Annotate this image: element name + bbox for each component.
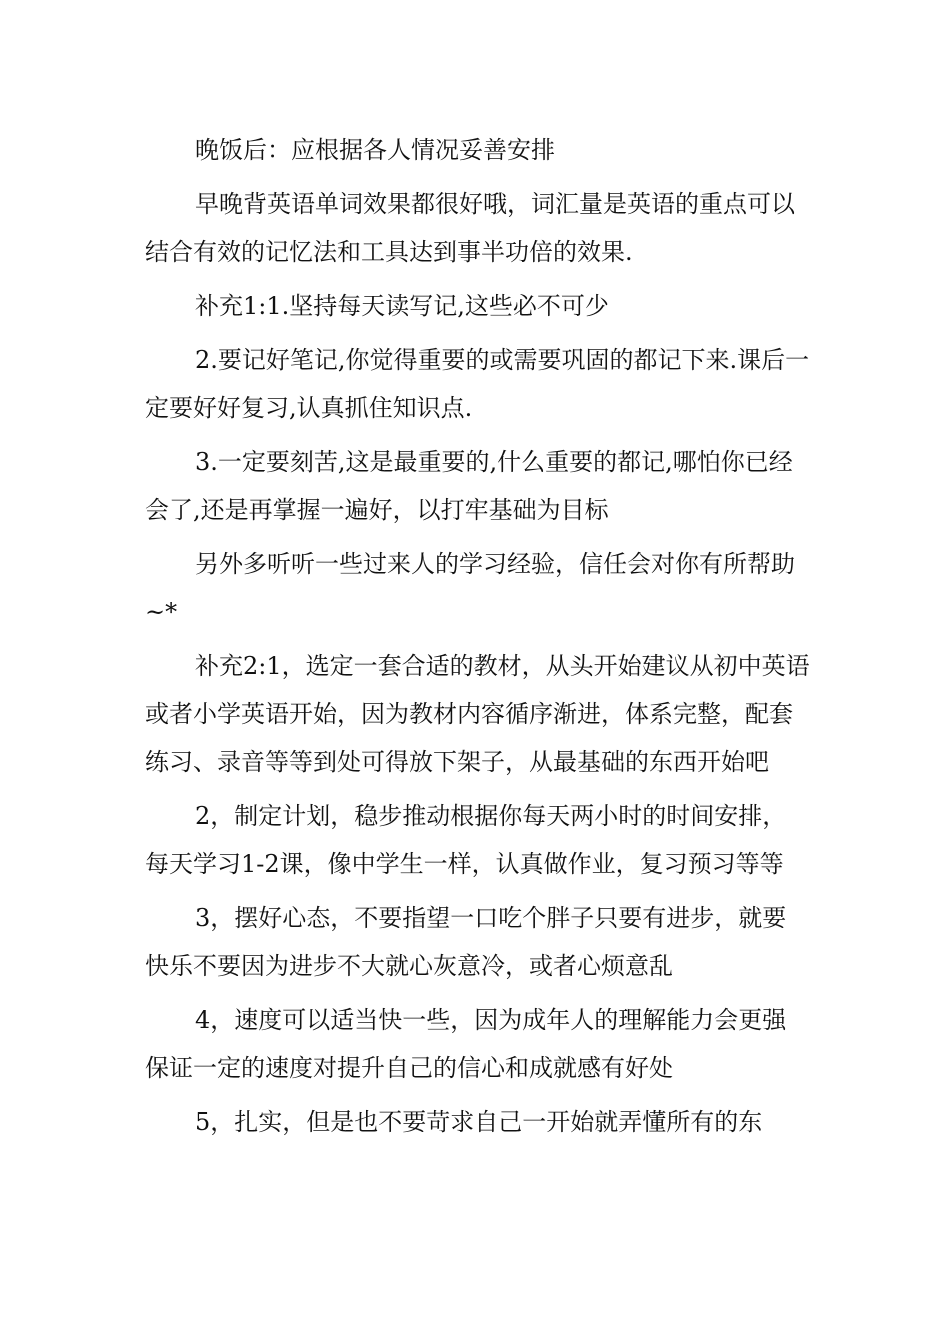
document-body <box>145 126 810 1152</box>
paragraph-supplement-1-item-3: 3.一定要刻苦,这是最重要的,什么重要的都记,哪怕你已经会了,还是再掌握一遍好，以打牢基础为目标 <box>145 448 793 524</box>
paragraph-experience-advice: 另外多听听一些过来人的学习经验，信任会对你有所帮助~* <box>145 550 795 626</box>
paragraph-supplement-2-item-2: 2，制定计划，稳步推动根据你每天两小时的时间安排，每天学习1-2课，像中学生一样，认真做作业，复习预习等等 <box>145 802 787 878</box>
paragraph-supplement-2-item-1: 补充2:1，选定一套合适的教材，从头开始建议从初中英语或者小学英语开始，因为教材内容循序渐进，体系完整，配套练习、录音等等到处可得放下架子，从最基础的东西开始吧 <box>145 652 810 776</box>
paragraph-evening-plan: 晚饭后：应根据各人情况妥善安排 <box>195 136 555 164</box>
paragraph-vocabulary-tip: 早晚背英语单词效果都很好哦，词汇量是英语的重点可以结合有效的记忆法和工具达到事半功倍的效果. <box>145 190 795 266</box>
paragraph-supplement-1-item-2: 2.要记好笔记,你觉得重要的或需要巩固的都记下来.课后一定要好好复习,认真抓住知识点. <box>145 346 810 422</box>
paragraph-supplement-2-item-5: 5，扎实，但是也不要苛求自己一开始就弄懂所有的东 <box>195 1108 763 1136</box>
paragraph-supplement-1-item-1: 补充1:1.坚持每天读写记,这些必不可少 <box>195 292 609 320</box>
paragraph-supplement-2-item-4: 4，速度可以适当快一些，因为成年人的理解能力会更强保证一定的速度对提升自己的信心和成就感有好处 <box>145 1006 787 1082</box>
paragraph-supplement-2-item-3: 3，摆好心态，不要指望一口吃个胖子只要有进步，就要快乐不要因为进步不大就心灰意冷，或者心烦意乱 <box>145 904 787 980</box>
